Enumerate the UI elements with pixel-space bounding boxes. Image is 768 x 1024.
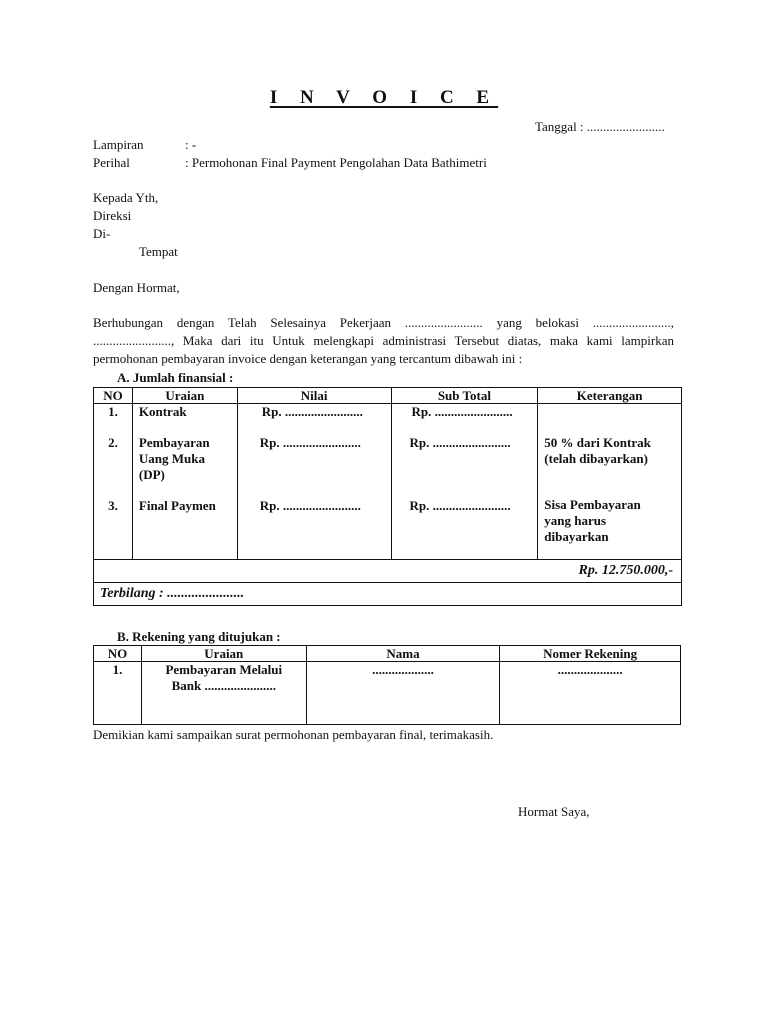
- header-nilai: Nilai: [237, 388, 391, 404]
- row-2-keterangan-line-2: (telah dibayarkan): [544, 451, 648, 466]
- header-uraian: Uraian: [132, 388, 237, 404]
- nilai-column: [237, 404, 391, 560]
- financial-items-row: [94, 404, 682, 560]
- recipient-line-3: Di-: [93, 226, 111, 241]
- recipient-line-1: Kepada Yth,: [93, 190, 159, 205]
- row-2-uraian-line-3: (DP): [138, 467, 165, 482]
- section-a-heading: A. Jumlah finansial :: [117, 370, 234, 385]
- account-uraian-line-2: Bank ......................: [171, 678, 276, 693]
- row-1-no: 1.: [108, 404, 118, 419]
- signoff: Hormat Saya,: [518, 804, 590, 819]
- account-nama: ...................: [306, 662, 500, 725]
- perihal-value: : Permohonan Final Payment Pengolahan Data Bathimetri: [185, 155, 487, 170]
- row-2-uraian-line-2: Uang Muka: [138, 451, 205, 466]
- row-3-nilai: Rp. ........................: [259, 498, 361, 513]
- recipient-line-4: Tempat: [139, 244, 178, 259]
- account-uraian: [141, 662, 306, 725]
- financial-table: [93, 387, 682, 606]
- no-column: [94, 404, 133, 560]
- account-row: [94, 662, 681, 725]
- account-table: [93, 645, 681, 725]
- subtotal-column: [391, 404, 538, 560]
- invoice-title: I N V O I C E: [269, 87, 499, 108]
- total-row: [94, 560, 682, 583]
- row-2-no: 2.: [108, 435, 118, 450]
- row-2-keterangan-line-1: 50 % dari Kontrak: [544, 435, 651, 450]
- terbilang-row: [94, 583, 682, 606]
- keterangan-column: [538, 404, 682, 560]
- row-1-uraian: Kontrak: [138, 404, 187, 419]
- account-table-header: [94, 646, 681, 662]
- lampiran-label: Lampiran: [93, 137, 144, 152]
- account-rekening: ....................: [500, 662, 681, 725]
- row-1-subtotal: Rp. ........................: [411, 404, 513, 419]
- recipient-line-2: Direksi: [93, 208, 132, 223]
- terbilang: Terbilang : ......................: [94, 583, 682, 606]
- account-uraian-line-1: Pembayaran Melalui: [165, 662, 283, 677]
- row-3-subtotal: Rp. ........................: [409, 498, 511, 513]
- total-amount: Rp. 12.750.000,-: [94, 560, 682, 583]
- greeting: Dengan Hormat,: [93, 280, 180, 295]
- closing-sentence: Demikian kami sampaikan surat permohonan pembayaran final, terimakasih.: [93, 727, 494, 742]
- account-no: 1.: [94, 662, 142, 725]
- header-nama: Nama: [306, 646, 500, 662]
- header-nomer-rekening: Nomer Rekening: [500, 646, 681, 662]
- row-3-keterangan-line-2: yang harus: [544, 513, 607, 528]
- row-2-nilai: Rp. ........................: [259, 435, 361, 450]
- uraian-column: [132, 404, 237, 560]
- row-1-nilai: Rp. ........................: [261, 404, 363, 419]
- row-3-no: 3.: [108, 498, 118, 513]
- section-b-heading: B. Rekening yang ditujukan :: [117, 629, 281, 644]
- header-subtotal: Sub Total: [391, 388, 538, 404]
- date-line: Tanggal : ........................: [535, 119, 665, 134]
- financial-table-header: [94, 388, 682, 404]
- header-no: NO: [94, 388, 133, 404]
- lampiran-value: : -: [185, 137, 197, 152]
- header-keterangan: Keterangan: [538, 388, 682, 404]
- row-3-uraian: Final Paymen: [138, 498, 216, 513]
- body-paragraph: Berhubungan dengan Telah Selesainya Pekerjaan ........................ yang belokasi ........................, ........................, Maka dari itu Untuk melengkapi administrasi Tersebut diatas, maka kami lampirkan permohonan pembayaran invoice dengan keterangan yang tercantum dibawah ini :: [93, 315, 674, 366]
- row-3-keterangan-line-1: Sisa Pembayaran: [544, 497, 641, 512]
- header-uraian: Uraian: [141, 646, 306, 662]
- row-2-uraian-line-1: Pembayaran: [138, 435, 210, 450]
- row-3-keterangan-line-3: dibayarkan: [544, 529, 609, 544]
- row-2-subtotal: Rp. ........................: [409, 435, 511, 450]
- header-no: NO: [94, 646, 142, 662]
- perihal-label: Perihal: [93, 155, 130, 170]
